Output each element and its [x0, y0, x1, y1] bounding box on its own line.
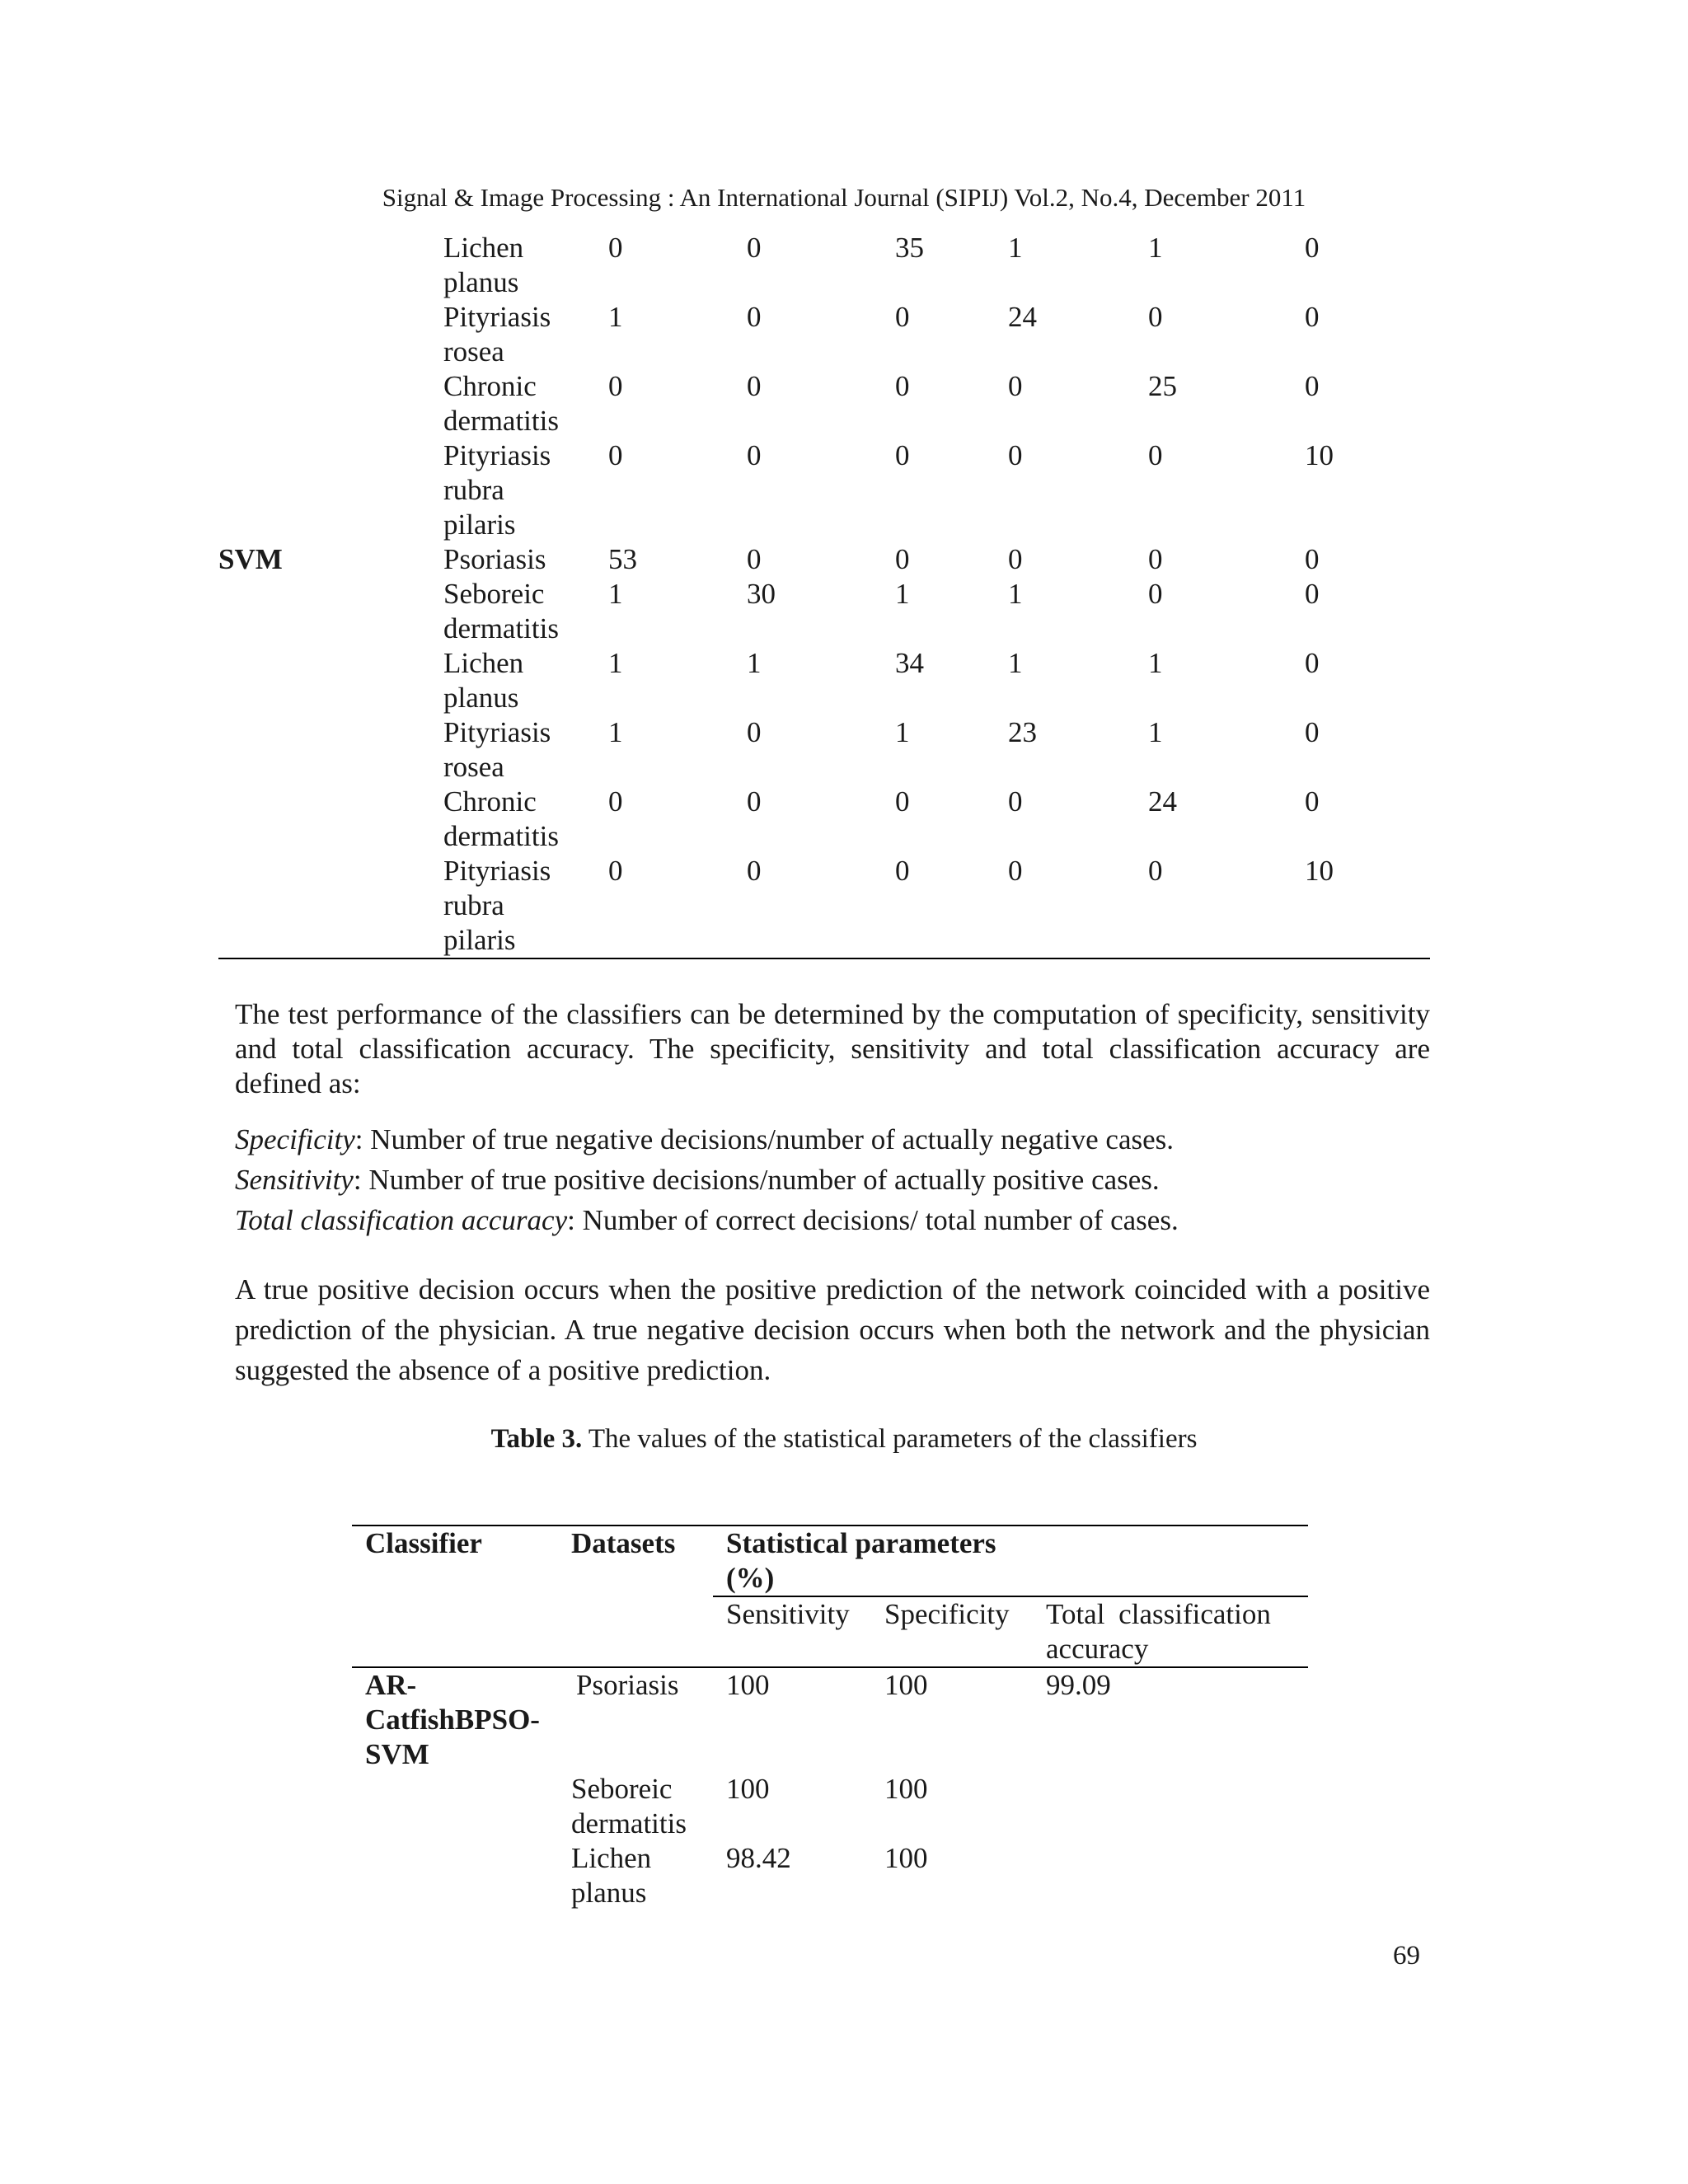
- classifier-cell: [218, 300, 443, 369]
- matrix-cell: 0: [1148, 301, 1163, 333]
- header-specificity: Specificity: [871, 1596, 1033, 1667]
- matrix-cell: 0: [608, 232, 623, 264]
- matrix-cell: 0: [1148, 439, 1163, 471]
- matrix-cell: 30: [747, 578, 776, 610]
- table-row: [218, 542, 1430, 577]
- matrix-cell: 0: [747, 543, 762, 575]
- matrix-cell: 1: [608, 578, 623, 610]
- definition-sensitivity: Sensitivity: Number of true positive decisions/number of actually positive cases.: [235, 1164, 1160, 1196]
- matrix-cell: 0: [608, 370, 623, 402]
- definition-total-accuracy: Total classification accuracy: Number of correct decisions/ total number of cases.: [235, 1204, 1179, 1236]
- table3-caption: Table 3. The values of the statistical parameters of the classifiers: [490, 1424, 1198, 1454]
- class-label-cell: Pityriasis rosea: [443, 716, 551, 783]
- class-label-cell: Pityriasis rubra pilaris: [443, 854, 608, 958]
- matrix-cell: 0: [895, 543, 910, 575]
- class-label-cell: Lichen planus: [443, 647, 524, 714]
- definitions-list: [235, 1119, 1430, 1240]
- class-label-cell: Chronic dermatitis: [443, 370, 559, 437]
- sensitivity-cell: 100: [726, 1669, 770, 1701]
- matrix-cell: 0: [747, 370, 762, 402]
- confusion-matrix-table: [218, 231, 1430, 959]
- dataset-cell: Psoriasis: [576, 1669, 679, 1701]
- matrix-cell: 0: [895, 370, 910, 402]
- matrix-cell: 0: [1148, 578, 1163, 610]
- classifier-cell: [218, 785, 443, 854]
- matrix-cell: 0: [1148, 854, 1305, 958]
- matrix-cell: 24: [1008, 301, 1037, 333]
- matrix-cell: 0: [1148, 543, 1163, 575]
- specificity-cell: 100: [884, 1669, 928, 1701]
- decision-paragraph: A true positive decision occurs when the positive prediction of the network coincided with a positive prediction of the physician. A true negative decision occurs when both the network and the physician suggested the absence of a positive prediction.: [235, 1273, 1430, 1386]
- table3-subheader-row: [352, 1596, 1308, 1667]
- performance-paragraph: The test performance of the classifiers can be determined by the computation of specificity, sensitivity and total classification accuracy. The specificity, sensitivity and total classification accuracy are defined as:: [235, 998, 1430, 1099]
- table-row: [218, 646, 1430, 715]
- header-total-accuracy: Total classification accuracy: [1033, 1596, 1308, 1667]
- statistics-table: [352, 1525, 1308, 1910]
- matrix-cell: 10: [1305, 439, 1334, 471]
- matrix-cell: 0: [1008, 854, 1148, 958]
- classifier-cell: [218, 231, 443, 300]
- matrix-cell: 0: [747, 716, 762, 748]
- matrix-cell: 0: [1305, 370, 1320, 402]
- matrix-cell: 0: [1008, 785, 1023, 818]
- classifier-cell: [218, 369, 443, 438]
- matrix-cell: 0: [895, 854, 1008, 958]
- matrix-cell: 23: [1008, 716, 1037, 748]
- matrix-cell: 24: [1148, 785, 1177, 818]
- matrix-cell: 34: [895, 647, 924, 679]
- matrix-cell: 0: [1305, 301, 1320, 333]
- table-row: [218, 785, 1430, 854]
- dataset-cell: Lichen planus: [571, 1842, 652, 1909]
- table-row: [352, 1841, 1308, 1910]
- table-row: [352, 1667, 1308, 1772]
- matrix-cell: 0: [1305, 543, 1320, 575]
- class-label-cell: Seboreic dermatitis: [443, 578, 559, 644]
- header-statistical-parameters: Statistical parameters (%): [713, 1526, 1033, 1596]
- header-spacer: [1033, 1526, 1308, 1596]
- classifier-cell: SVM: [218, 543, 283, 575]
- matrix-cell: 0: [1305, 578, 1320, 610]
- matrix-cell: 1: [747, 647, 762, 679]
- table-row: [218, 854, 1430, 958]
- matrix-cell: 53: [608, 543, 637, 575]
- matrix-cell: 0: [1008, 439, 1023, 471]
- table3-header-row: [352, 1526, 1308, 1596]
- table-row: [218, 300, 1430, 369]
- matrix-cell: 0: [608, 439, 623, 471]
- matrix-cell: 1: [608, 301, 623, 333]
- specificity-cell: 100: [884, 1773, 928, 1805]
- table-row: [218, 231, 1430, 300]
- matrix-cell: 0: [747, 439, 762, 471]
- dataset-cell: Seboreic dermatitis: [571, 1773, 687, 1840]
- matrix-cell: 1: [895, 716, 910, 748]
- matrix-cell: 0: [1008, 543, 1023, 575]
- matrix-cell: 25: [1148, 370, 1177, 402]
- class-label-cell: Psoriasis: [443, 543, 546, 575]
- matrix-cell: 1: [1008, 647, 1023, 679]
- page-number: 69: [1393, 1941, 1420, 1971]
- matrix-cell: 1: [1148, 232, 1163, 264]
- classifier-cell: [218, 577, 443, 646]
- total-accuracy-cell: 99.09: [1046, 1669, 1111, 1701]
- table-row: [218, 369, 1430, 438]
- classifier-cell: [218, 646, 443, 715]
- matrix-cell: 0: [1305, 647, 1320, 679]
- matrix-cell: 1: [1148, 647, 1163, 679]
- matrix-cell: 10: [1305, 854, 1430, 958]
- matrix-cell: 0: [608, 854, 747, 958]
- matrix-cell: 35: [895, 232, 924, 264]
- class-label-cell: Pityriasis rubra pilaris: [443, 439, 551, 541]
- specificity-cell: 100: [884, 1842, 928, 1874]
- matrix-cell: 0: [1305, 716, 1320, 748]
- matrix-cell: 0: [747, 232, 762, 264]
- table-row: [218, 438, 1430, 542]
- matrix-cell: 1: [895, 578, 910, 610]
- table-row: [352, 1772, 1308, 1841]
- definition-specificity: Specificity: Number of true negative decisions/number of actually negative cases.: [235, 1123, 1175, 1155]
- matrix-cell: 1: [608, 647, 623, 679]
- class-label-cell: Lichen planus: [443, 232, 524, 298]
- matrix-cell: 0: [895, 439, 910, 471]
- class-label-cell: Chronic dermatitis: [443, 785, 559, 852]
- class-label-cell: Pityriasis rosea: [443, 301, 551, 368]
- matrix-cell: 0: [895, 785, 910, 818]
- total-accuracy-cell: [1033, 1772, 1308, 1841]
- matrix-cell: 0: [1305, 232, 1320, 264]
- sensitivity-cell: 98.42: [726, 1842, 791, 1874]
- classifier-cell: [218, 438, 443, 542]
- matrix-cell: 0: [1008, 370, 1023, 402]
- header-sensitivity: Sensitivity: [713, 1596, 871, 1667]
- matrix-cell: 0: [608, 785, 623, 818]
- matrix-cell: 0: [747, 785, 762, 818]
- matrix-cell: 1: [608, 716, 623, 748]
- matrix-cell: 0: [747, 854, 895, 958]
- sensitivity-cell: 100: [726, 1773, 770, 1805]
- classifier-cell: [218, 854, 443, 958]
- matrix-cell: 0: [1305, 785, 1320, 818]
- header-classifier: Classifier: [352, 1526, 558, 1596]
- running-header: Signal & Image Processing : An International Journal (SIPIJ) Vol.2, No.4, December 2011: [382, 183, 1306, 212]
- matrix-cell: 1: [1008, 578, 1023, 610]
- table-row: [218, 715, 1430, 785]
- matrix-cell: 0: [747, 301, 762, 333]
- total-accuracy-cell: [1033, 1841, 1308, 1910]
- classifier-cell: [218, 715, 443, 785]
- header-datasets: Datasets: [558, 1526, 713, 1596]
- matrix-cell: 1: [1008, 232, 1023, 264]
- matrix-cell: 0: [895, 301, 910, 333]
- classifier-cell: AR- CatfishBPSO- SVM: [365, 1669, 540, 1770]
- table-row: [218, 577, 1430, 646]
- matrix-cell: 1: [1148, 716, 1163, 748]
